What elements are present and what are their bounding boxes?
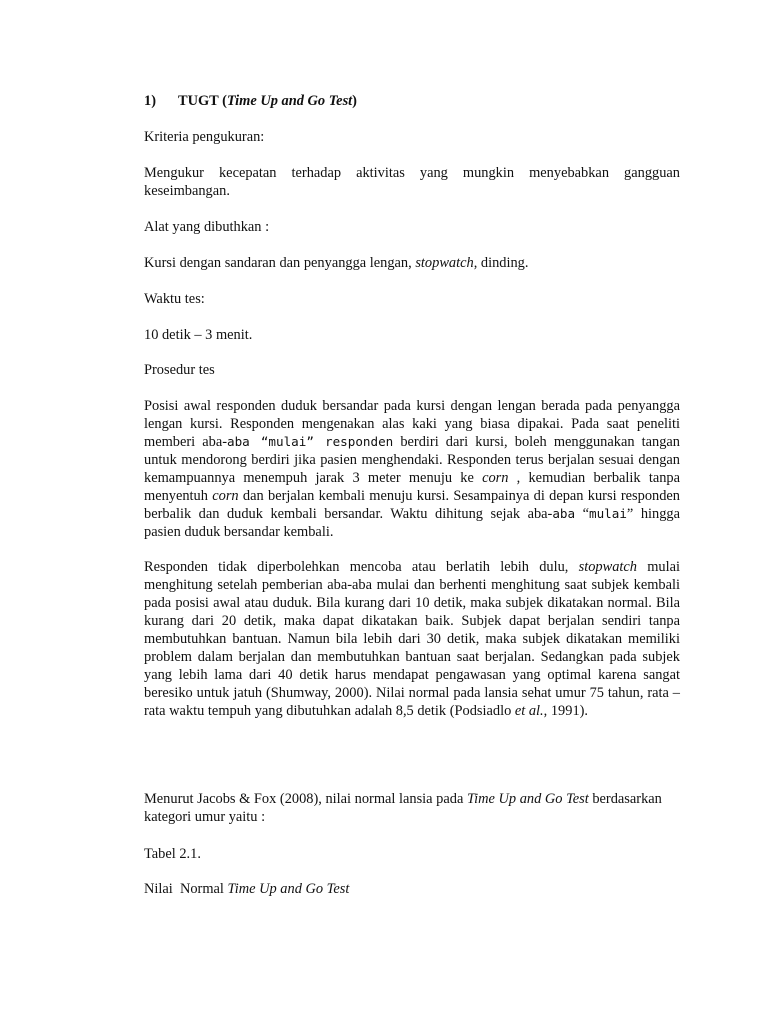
posisi-s1: Posisi awal responden duduk bersandar pada kursi dengan lengan berada pada penyangga lengan kursi. Responden mengenakan alas kaki yang biasa dipakai. Pada saat peneliti memberi aba- bbox=[144, 398, 680, 450]
posisi-italic-1: corn bbox=[482, 470, 509, 486]
paragraph-kursi bbox=[144, 254, 680, 272]
paragraph-posisi bbox=[144, 397, 680, 541]
paragraph-kriteria: Kriteria pengukuran: bbox=[144, 129, 265, 145]
kursi-text-b: , dinding. bbox=[473, 255, 529, 271]
paragraph-waktu: Waktu tes: bbox=[144, 291, 205, 307]
posisi-mono-2: aba bbox=[552, 506, 576, 521]
paragraph-prosedur: Prosedur tes bbox=[144, 362, 215, 378]
menurut-s1: Menurut Jacobs & Fox (2008), nilai normal lansia pada bbox=[144, 791, 467, 807]
responden-s3: , 1991). bbox=[543, 703, 589, 719]
section-title-suffix: ) bbox=[352, 93, 357, 109]
table-caption-title bbox=[144, 880, 680, 898]
responden-italic-1: stopwatch bbox=[578, 559, 638, 575]
posisi-s3: , kemudian berbalik tanpa menyentuh bbox=[144, 470, 680, 504]
paragraph-alat: Alat yang dibuthkan : bbox=[144, 219, 270, 235]
table-caption-number: Tabel 2.1. bbox=[144, 846, 201, 862]
menurut-s2: berdasarkan kategori umur yaitu : bbox=[144, 791, 662, 825]
section-number: 1) bbox=[144, 93, 156, 109]
section-heading bbox=[144, 92, 680, 110]
responden-s1: Responden tidak diperbolehkan mencoba atau berlatih lebih dulu, bbox=[144, 559, 579, 575]
nilai-s1: Nilai Normal bbox=[144, 881, 228, 897]
kursi-text-a: Kursi dengan sandaran dan penyangga lengan, bbox=[144, 255, 416, 271]
section-title-italic: Time Up and Go Test bbox=[226, 93, 353, 109]
posisi-mono-3: mulai bbox=[589, 506, 627, 521]
paragraph-mengukur: Mengukur kecepatan terhadap aktivitas yang mungkin menyebabkan gangguan keseimbangan. bbox=[144, 165, 680, 199]
posisi-s2: berdiri dari kursi, boleh menggunakan tangan untuk mendorong berdiri jika pasien menghendaki. Responden terus berjalan sesuai dengan kemampuannya menempuh jarak 3 meter menuju ke bbox=[144, 434, 680, 486]
posisi-s4: dan berjalan kembali menuju kursi. Sesampainya di depan kursi responden berbalik dan duduk kembali bersandar. Waktu dihitung sejak aba- bbox=[144, 488, 681, 522]
posisi-mono-1: aba “mulai” responden bbox=[227, 434, 394, 449]
section-title-prefix: TUGT ( bbox=[178, 93, 227, 109]
paragraph-responden bbox=[144, 558, 680, 720]
responden-s2: mulai menghitung setelah pemberian aba-aba mulai dan berhenti menghitung saat subjek kembali pada posisi awal atau duduk. Bila kurang dari 10 detik, maka subjek dikatakan normal. Bila kurang dari 20 detik, maka dapat dikatakan baik. Subjek dapat berjalan sendiri tanpa membutuhkan bantuan. Namun bila lebih dari 30 detik, maka subjek dikatakan memiliki problem dalam berjalan dan membutuhkan bantuan saat berjalan. Sedangkan pada subjek yang lebih lama dari 40 detik harus mendapat pengawasan yang optimal karena sangat beresiko untuk jatuh (Shumway, 2000). Nilai normal pada lansia sehat umur 75 tahun, rata – rata waktu tempuh yang dibutuhkan adalah 8,5 detik (Podsiadlo bbox=[144, 559, 681, 719]
kursi-italic: stopwatch bbox=[415, 255, 474, 271]
menurut-italic: Time Up and Go Test bbox=[466, 791, 589, 807]
section-title bbox=[178, 93, 357, 109]
paragraph-durasi: 10 detik – 3 menit. bbox=[144, 327, 253, 343]
paragraph-menurut bbox=[144, 790, 680, 826]
posisi-s6: ” hingga pasien duduk bersandar kembali. bbox=[144, 506, 680, 540]
nilai-italic: Time Up and Go Test bbox=[227, 881, 350, 897]
posisi-s5: “ bbox=[575, 506, 589, 522]
responden-italic-2: et al. bbox=[514, 703, 544, 719]
posisi-italic-2: corn bbox=[212, 488, 239, 504]
